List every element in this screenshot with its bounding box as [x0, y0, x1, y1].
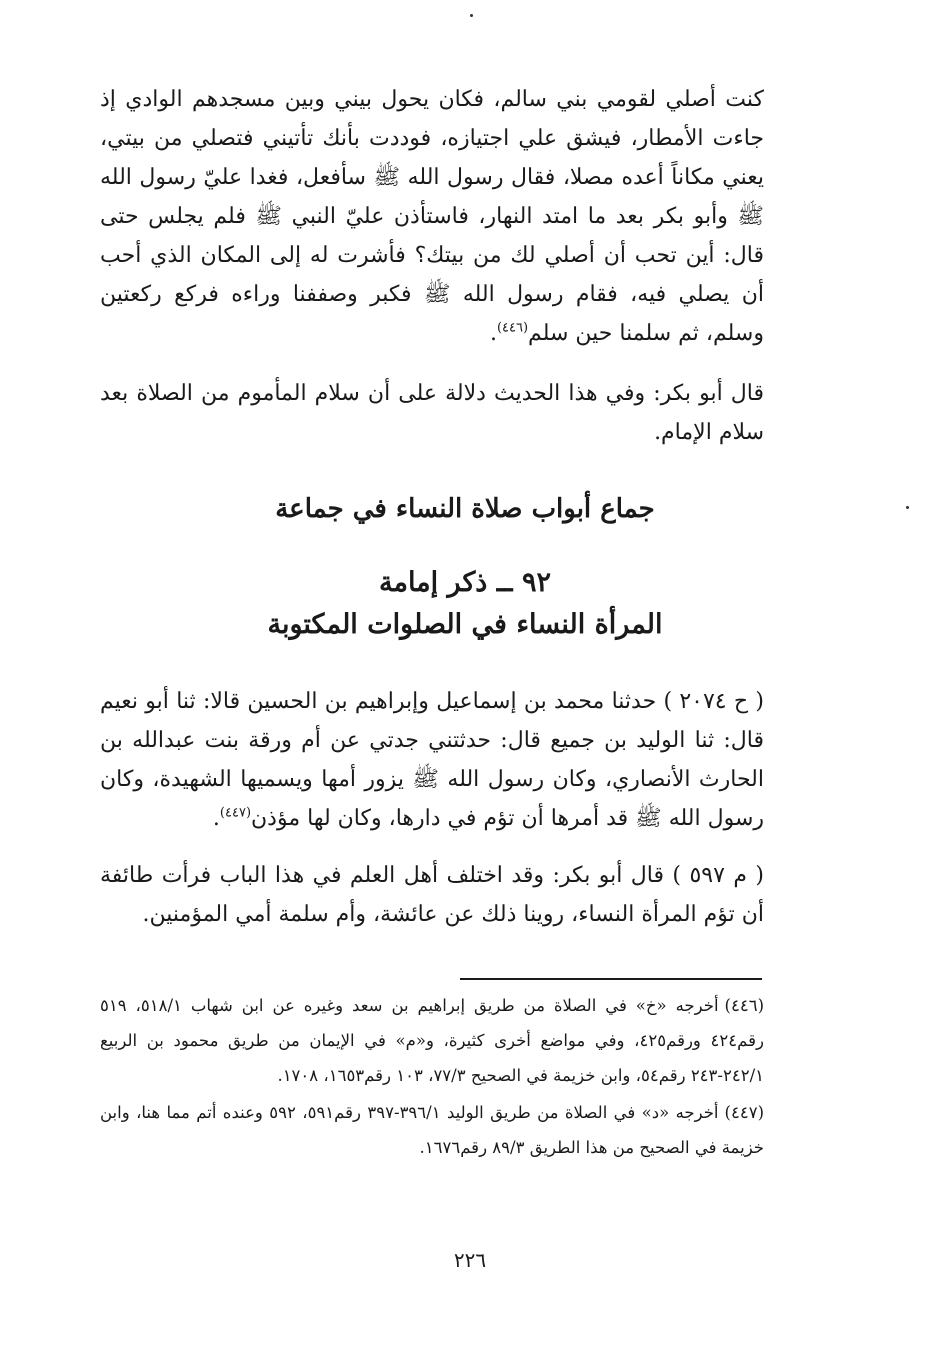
footnotes — [100, 988, 764, 1167]
scan-speck — [906, 506, 909, 509]
paragraph-hadith-2074 — [100, 682, 764, 838]
footnote-text: أخرجه «د» في الصلاة من طريق الوليد ٣٩٦/١-٣٩٧ رقم٥٩١، ٥٩٢ وعنده أتم مما هنا، وابن خزيمة في الصحيح من هذا الطريق ٨٩/٣ رقم١٦٧٦. — [100, 1103, 764, 1157]
footnote-divider — [460, 978, 762, 980]
chapter-heading-line1: ٩٢ ــ ذكر إمامة — [379, 567, 551, 598]
footnote-text: أخرجه «خ» في الصلاة من طريق إبراهيم بن سعد وغيره عن ابن شهاب ٥١٨/١، ٥١٩ رقم٤٢٤ ورقم٤٢٥، وفي مواضع أخرى كثيرة، و«م» في الإيمان من طريق محمود بن الربيع ٢٤٢/١-٢٤٣ رقم٥٤، وابن خزيمة في الصحيح ٧٧/٣، ١٠٣ رقم١٦٥٣، ١٧٠٨. — [100, 996, 764, 1085]
paragraph-commentary — [100, 374, 764, 452]
paragraph-text: ( م ٥٩٧ ) قال أبو بكر: وقد اختلف أهل العلم في هذا الباب فرأت طائفة أن تؤم المرأة النساء، روينا ذلك عن عائشة، وأم سلمة أمي المؤمنين. — [100, 863, 764, 927]
paragraph-end: . — [212, 806, 220, 831]
footnote-447 — [100, 1095, 764, 1165]
section-heading: جماع أبواب صلاة النساء في جماعة — [275, 494, 655, 524]
page-number: ٢٢٦ — [453, 1248, 487, 1272]
paragraph-masala-597 — [100, 856, 764, 934]
paragraph-text: كنت أصلي لقومي بني سالم، فكان يحول بيني وبين مسجدهم الوادي إذ جاءت الأمطار، فيشق علي اجتيازه، فوددت بأنك تأتيني فتصلي من بيتي، يعني مكاناً أعده مصلا، فقال رسول الله ﷺ سأفعل، فغدا عليّ رسول الله ﷺ وأبو بكر بعد ما امتد النهار، فاستأذن عليّ النبي ﷺ فلم يجلس حتى قال: أين تحب أن أصلي لك من بيتك؟ فأشرت له إلى المكان الذي أحب أن يصلي فيه، فقام رسول الله ﷺ فكبر وصففنا وراءه فركع ركعتين وسلم، ثم سلمنا حين سلم — [100, 87, 764, 346]
chapter-heading-line2: المرأة النساء في الصلوات المكتوبة — [267, 609, 663, 640]
paragraph-text: ( ح ٢٠٧٤ ) حدثنا محمد بن إسماعيل وإبراهيم بن الحسين قالا: ثنا أبو نعيم قال: ثنا الوليد بن جميع قال: حدثتني جدتي عن أم ورقة بنت عبدالله بن الحارث الأنصاري، وكان رسول الله ﷺ يزور أمها ويسميها الشهيدة، وكان رسول الله ﷺ قد أمرها أن تؤم في دارها، وكان لها مؤذن — [100, 689, 764, 831]
paragraph-hadith-continuation — [100, 80, 764, 353]
footnote-reference: (٤٤٧) — [219, 805, 252, 821]
paragraph-text: قال أبو بكر: وفي هذا الحديث دلالة على أن سلام المأموم من الصلاة بعد سلام الإمام. — [100, 381, 764, 445]
footnote-number: (٤٤٦) — [724, 996, 764, 1015]
scan-speck — [470, 14, 473, 17]
paragraph-end: . — [489, 321, 497, 346]
footnote-reference: (٤٤٦) — [496, 320, 529, 336]
footnote-446 — [100, 988, 764, 1093]
footnote-number: (٤٤٧) — [724, 1103, 764, 1122]
